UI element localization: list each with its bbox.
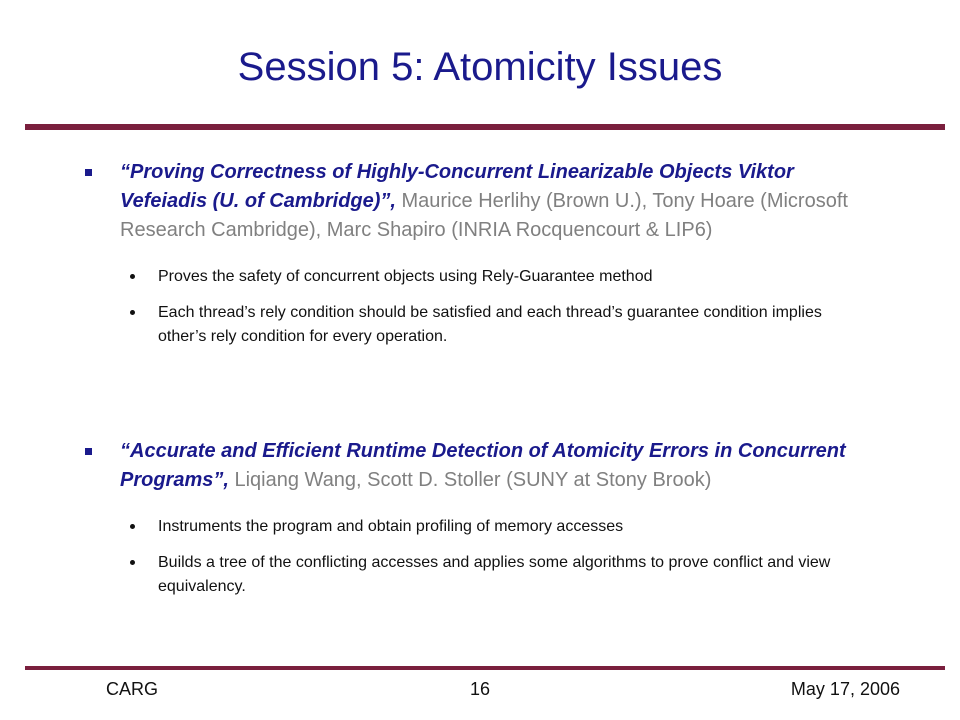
page-number: 16 [469,679,491,699]
bullet-dot-icon [130,524,135,529]
bullet-dot-icon [130,274,135,279]
paper-heading [82,437,862,495]
paper-points [82,265,862,349]
paper-point [82,551,862,599]
paper-item [82,158,862,365]
paper-point-text: Proves the safety of concurrent objects using Rely-Guarantee method [158,268,653,285]
paper-title: “Proving Correctness of Highly-Concurrent Linearizable Objects Viktor Vefeiadis (U. of Cambridge)”, [120,161,794,212]
footer-date: May 17, 2006 [790,679,900,699]
title-divider [25,124,945,130]
paper-point [82,301,862,349]
bullet-dot-icon [130,560,135,565]
paper-point [82,265,862,289]
paper-point [82,515,862,539]
paper-title: “Accurate and Efficient Runtime Detection of Atomicity Errors in Concurrent Programs”, [120,440,846,491]
paper-points [82,515,862,599]
slide-title: Session 5: Atomicity Issues [237,45,723,89]
footer-divider [25,666,945,670]
paper-point-text: Each thread’s rely condition should be satisfied and each thread’s guarantee condition implies other’s rely condition for every operation. [158,304,822,345]
paper-heading [82,158,862,245]
paper-authors: Maurice Herlihy (Brown U.), Tony Hoare (Microsoft Research Cambridge), Marc Shapiro (INRIA Rocquencourt & LIP6) [120,190,848,241]
footer-org: CARG [106,679,159,699]
paper-item [82,437,862,615]
paper-point-text: Instruments the program and obtain profiling of memory accesses [158,518,624,535]
square-bullet-icon [85,448,92,455]
bullet-dot-icon [130,310,135,315]
square-bullet-icon [85,169,92,176]
paper-authors: Liqiang Wang, Scott D. Stoller (SUNY at Stony Brook) [228,469,712,491]
paper-point-text: Builds a tree of the conflicting accesses and applies some algorithms to prove conflict and view equivalency. [158,554,831,595]
